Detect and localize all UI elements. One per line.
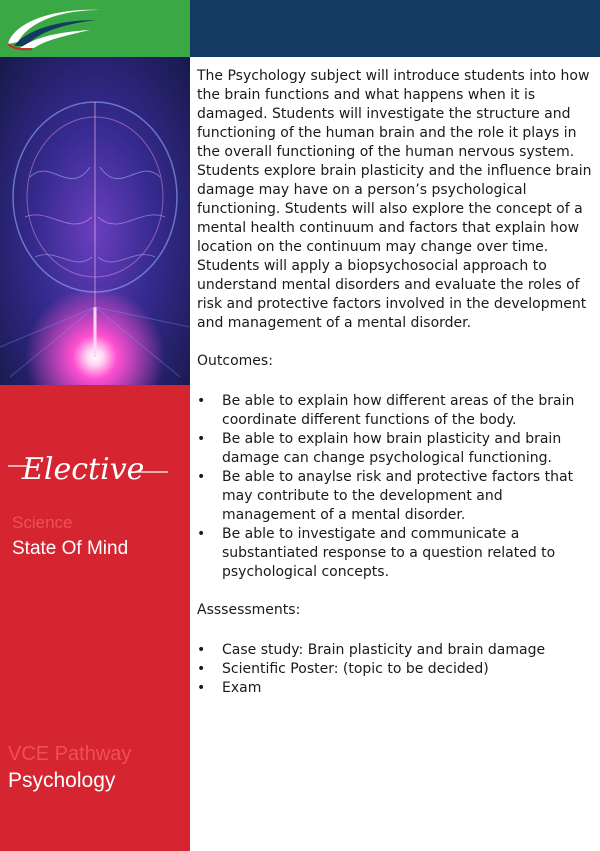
- pathway-label: VCE Pathway: [8, 743, 132, 765]
- svg-text:Elective: Elective: [22, 452, 145, 487]
- brain-illustration-icon: [0, 57, 190, 385]
- outcomes-heading: Outcomes:: [197, 353, 273, 369]
- elective-title: [8, 446, 168, 496]
- school-logo-icon: [4, 2, 104, 52]
- unit-title: State Of Mind: [12, 538, 129, 559]
- brain-image: [0, 57, 190, 385]
- intro-paragraph: The Psychology subject will introduce students into how the brain functions and what happens when it is damaged. Students will investigate the structure and functioning of the human brain and the role it plays in the overall functioning of the human nervous system. Students explore brain plasticity and the influence brain damage may have on a person’s psychological functioning. Students will also explore the concept of a mental health continuum and factors that explain how location on the continuum may change over time. Students will apply a biopsychosocial approach to understand mental disorders and evaluate the roles of risk and protective factors involved in the development and management of a mental disorder.: [197, 68, 592, 331]
- list-item: • Be able to anaylse risk and protective factors that may contribute to the development and management of a mental disorder.: [197, 468, 592, 525]
- assessments-heading: Asssessments:: [197, 602, 301, 618]
- outcomes-list: [197, 392, 592, 582]
- header-navy-bar: [190, 0, 600, 57]
- list-item: • Be able to explain how brain plasticity and brain damage can change psychological functioning.: [197, 430, 592, 468]
- list-item: • Case study: Brain plasticity and brain damage: [197, 641, 592, 660]
- list-item: • Be able to investigate and communicate a substantiated response to a question related to psychological concepts.: [197, 525, 592, 582]
- header-green-bar: [0, 0, 190, 57]
- subject-description: [197, 67, 592, 698]
- subject-name: Psychology: [8, 769, 116, 792]
- list-item: • Scientific Poster: (topic to be decided): [197, 660, 592, 679]
- science-label: Science: [12, 513, 73, 532]
- assessments-list: [197, 641, 592, 698]
- list-item: • Exam: [197, 679, 592, 698]
- list-item: • Be able to explain how different areas of the brain coordinate different functions of the body.: [197, 392, 592, 430]
